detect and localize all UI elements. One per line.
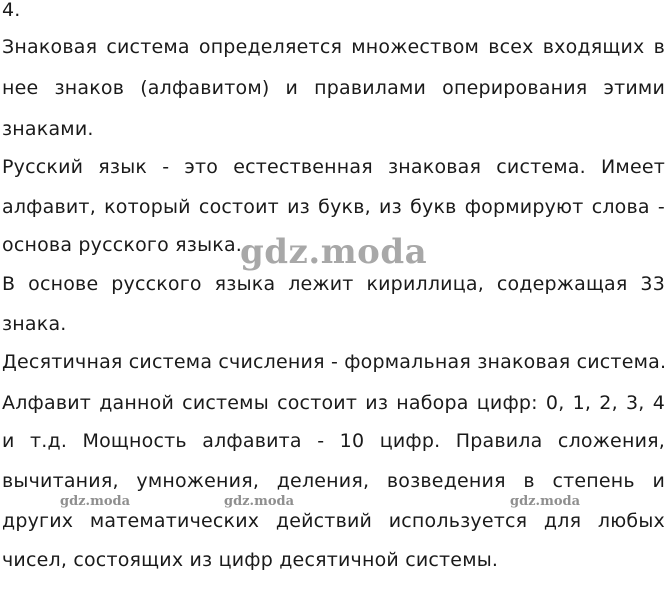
text-line: других математических действий используется для любых <box>2 510 665 532</box>
text-line: и т.д. Мощность алфавита - 10 цифр. Правила сложения, <box>2 430 665 452</box>
text-line: знака. <box>2 313 67 335</box>
watermark-small: gdz.moda <box>224 494 295 509</box>
text-line: вычитания, умножения, деления, возведения в степень и <box>2 470 665 492</box>
text-line: нее знаков (алфавитом) и правилами оперирования этими <box>2 77 665 99</box>
text-line: Русский язык - это естественная знаковая система. Имеет <box>2 156 665 178</box>
text-line: Алфавит данной системы состоит из набора цифр: 0, 1, 2, 3, 4 <box>2 392 665 414</box>
text-line: В основе русского языка лежит кириллица, содержащая 33 <box>2 273 665 295</box>
watermark-small: gdz.moda <box>60 494 131 509</box>
text-line: основа русского языка. <box>2 234 243 256</box>
watermark-logo: gdz.moda <box>240 232 428 272</box>
text-line: Десятичная система счисления - формальная знаковая система. <box>2 351 667 373</box>
watermark-small: gdz.moda <box>510 494 581 509</box>
text-line: Знаковая система определяется множеством всех входящих в <box>2 36 665 58</box>
text-line: знаками. <box>2 118 94 140</box>
text-line: чисел, состоящих из цифр десятичной системы. <box>2 549 499 571</box>
task-number: 4. <box>2 0 21 21</box>
text-line: алфавит, который состоит из букв, из букв формируют слова - <box>2 196 665 218</box>
